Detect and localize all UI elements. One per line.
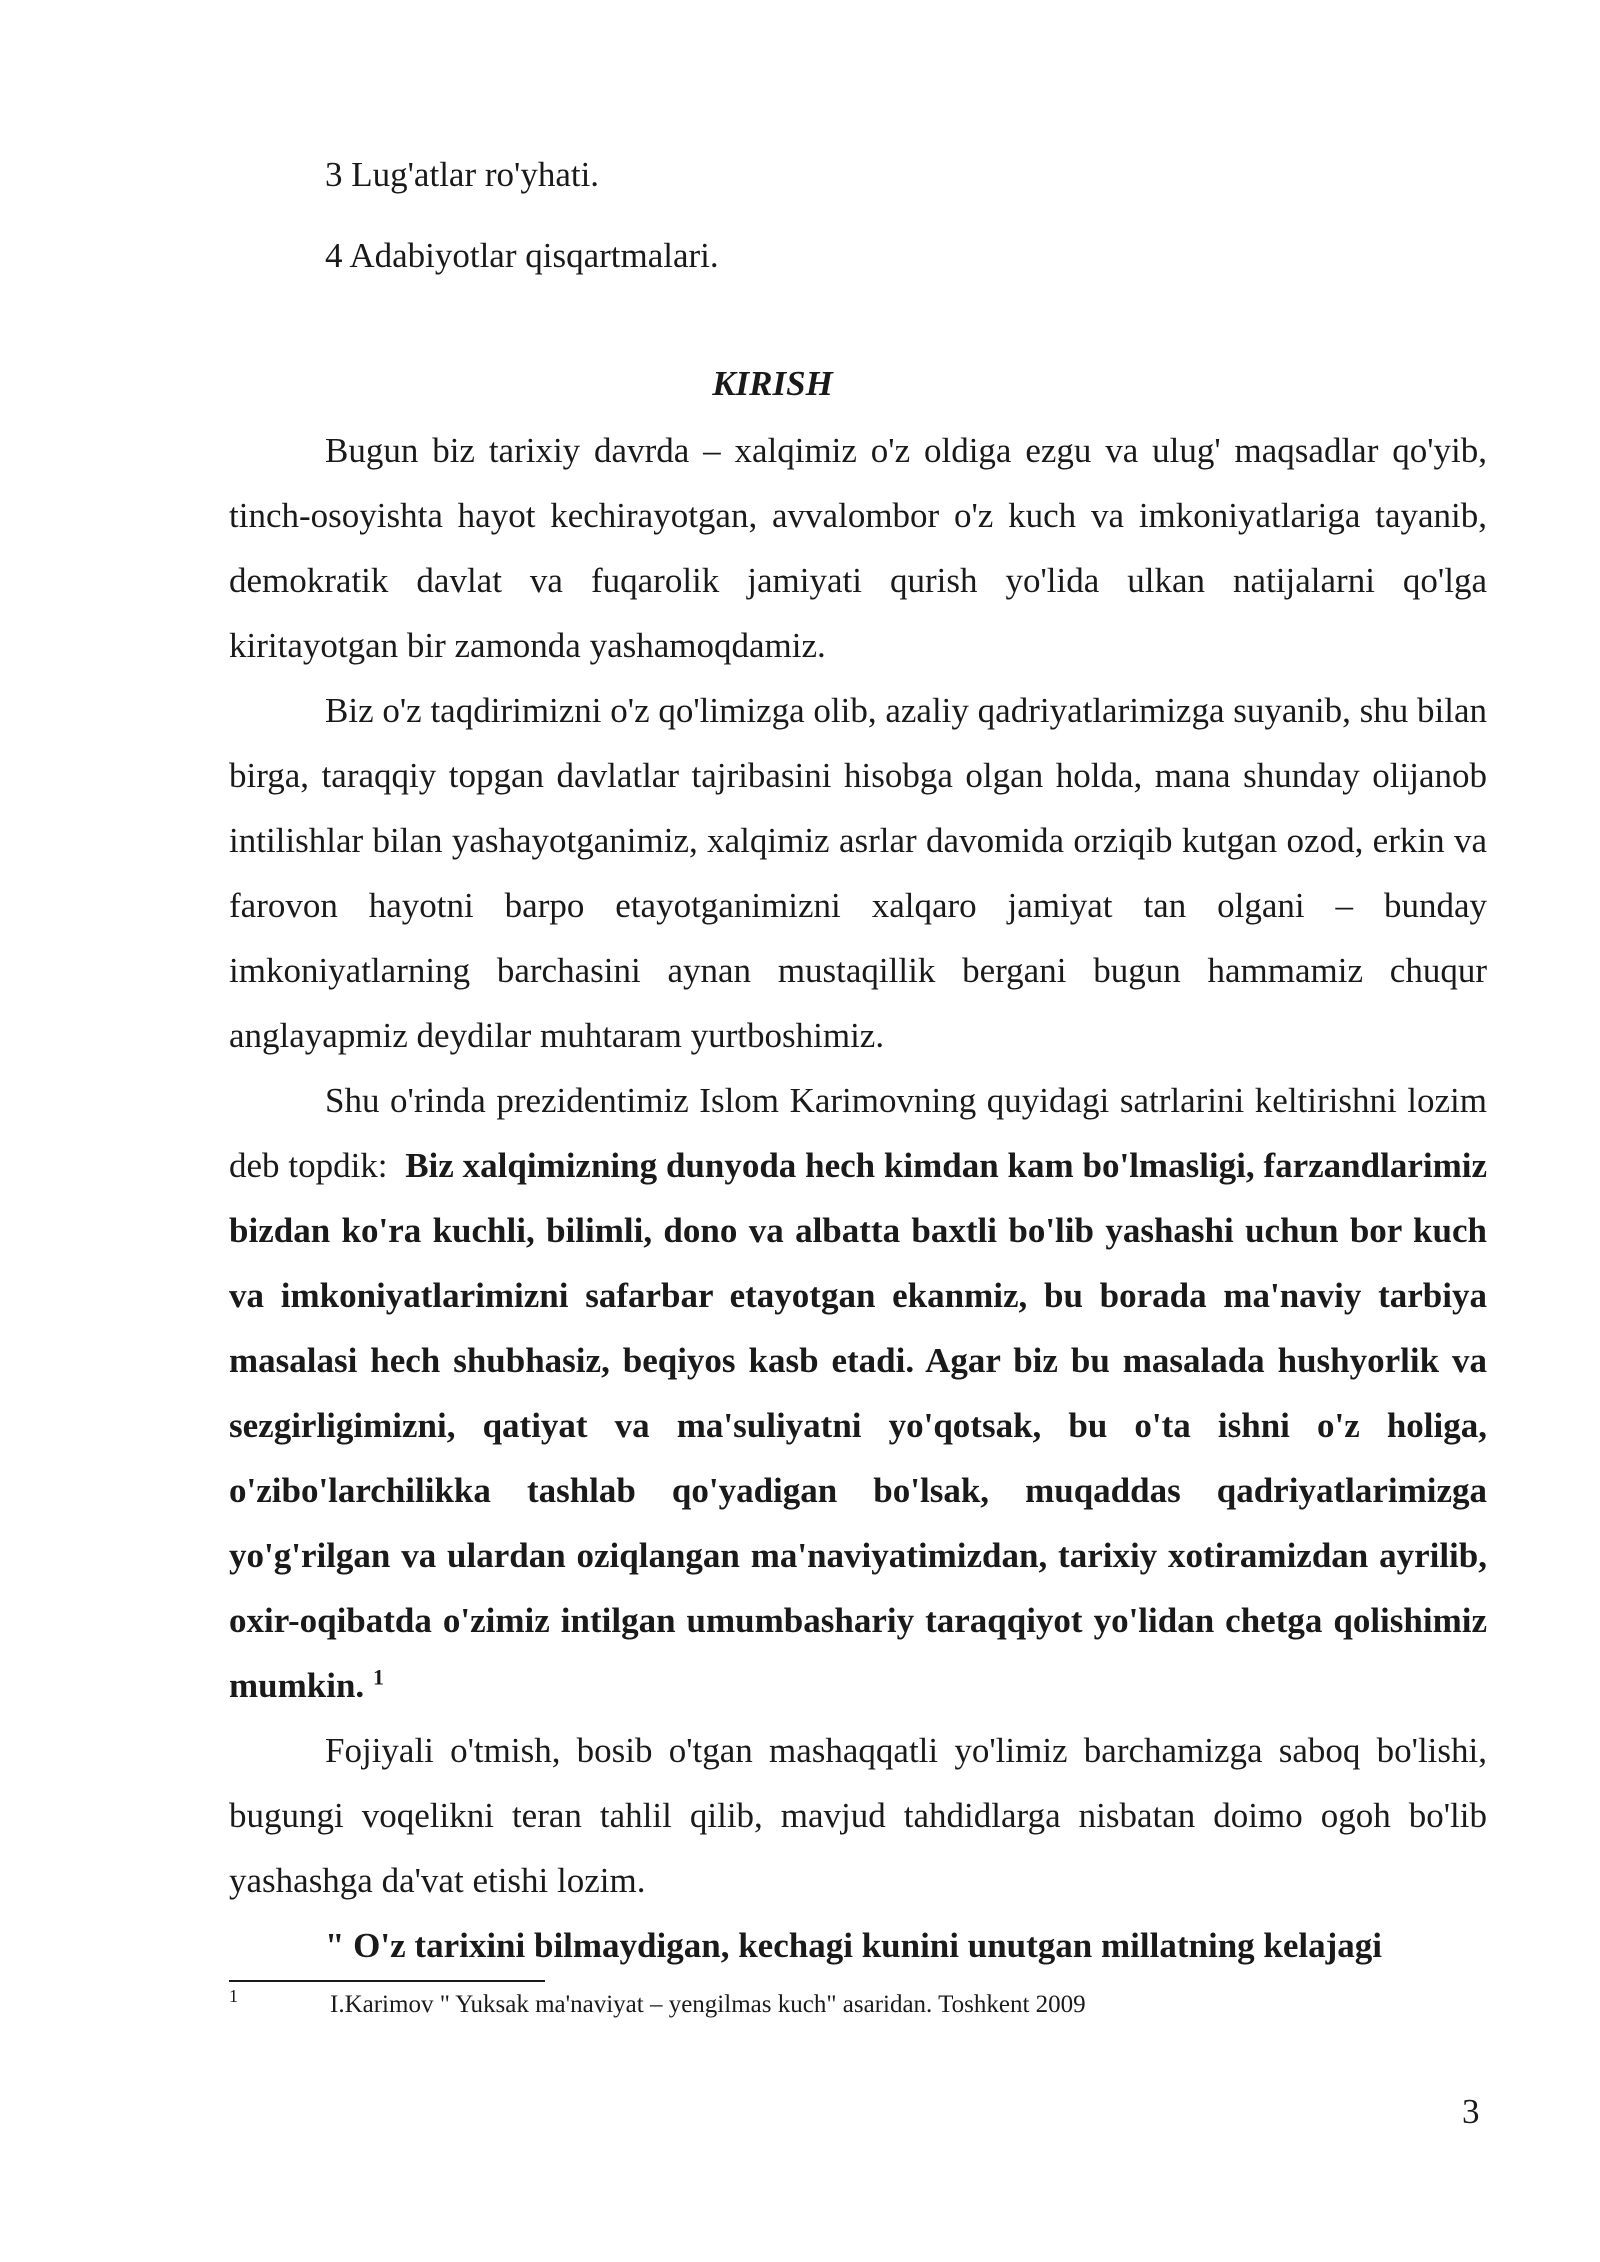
paragraph: " O'z tarixini bilmaydigan, kechagi kunini unutgan millatning kelajagi: [325, 1926, 1383, 1965]
quote-intro: Shu o'rinda prezidentimiz Islom Karimovning quyidagi satrlarini keltirishni lozim deb topdik:: [229, 1081, 1487, 1185]
list-item: 3 Lug'atlar ro'yhati.: [325, 155, 600, 194]
paragraph: Bugun biz tarixiy davrda – xalqimiz o'z oldiga ezgu va ulug' maqsadlar qo'yib, tinch-osoyishta hayot kechirayotgan, avvalombor o'z kuch va imkoniyatlariga tayanib, demokratik davlat va fuqarolik jamiyati qurish yo'lida ulkan natijalarni qo'lga kiritayotgan bir zamonda yashamoqdamiz.: [229, 431, 1487, 665]
quote-text: Biz xalqimizning dunyoda hech kimdan kam bo'lmasligi, farzandlarimiz bizdan ko'ra kuchli, bilimli, dono va albatta baxtli bo'lib yashashi uchun bor kuch va imkoniyatlarimizni safarbar etayotgan ekanmiz, bu borada ma'naviy tarbiya masalasi hech shubhasiz, beqiyos kasb etadi. Agar biz bu masalada hushyorlik va sezgirligimizni, qatiyat va ma'suliyatni yo'qotsak, bu o'ta ishni o'z holiga, o'zibo'larchilikka tashlab qo'yadigan bo'lsak, muqaddas qadriyatlarimizga yo'g'rilgan va ulardan oziqlangan ma'naviyatimizdan, tarixiy xotiramizdan ayrilib, oxir-oqibatda o'zimiz intilgan umumbashariy taraqqiyot yo'lidan chetga qolishimiz mumkin.: [229, 1146, 1487, 1705]
section-heading: KIRISH: [712, 364, 833, 403]
footnote-reference[interactable]: 1: [372, 1664, 384, 1690]
body-text: [229, 418, 1487, 1978]
paragraph: Fojiyali o'tmish, bosib o'tgan mashaqqatli yo'limiz barchamizga saboq bo'lishi, bugungi voqelikni teran tahlil qilib, mavjud tahdidlarga nisbatan doimo ogoh bo'lib yashashga da'vat etishi lozim.: [229, 1731, 1487, 1900]
page-number: 3: [1462, 2092, 1480, 2131]
footnote-separator: [229, 1980, 545, 1982]
paragraph: [229, 1068, 1487, 1718]
list-item: 4 Adabiyotlar qisqartmalari.: [325, 236, 719, 275]
paragraph: Biz o'z taqdirimizni o'z qo'limizga olib, azaliy qadriyatlarimizga suyanib, shu bilan birga, taraqqiy topgan davlatlar tajribasini hisobga olgan holda, mana shunday olijanob intilishlar bilan yashayotganimiz, xalqimiz asrlar davomida orziqib kutgan ozod, erkin va farovon hayotni barpo etayotganimizni xalqaro jamiyat tan olgani – bunday imkoniyatlarning barchasini aynan mustaqillik bergani bugun hammamiz chuqur anglayapmiz deydilar muhtaram yurtboshimiz.: [229, 691, 1487, 1055]
footnote-mark: 1: [229, 1986, 238, 2006]
footnote-text: I.Karimov " Yuksak ma'naviyat – yengilmas kuch" asaridan. Toshkent 2009: [330, 1991, 1086, 2018]
